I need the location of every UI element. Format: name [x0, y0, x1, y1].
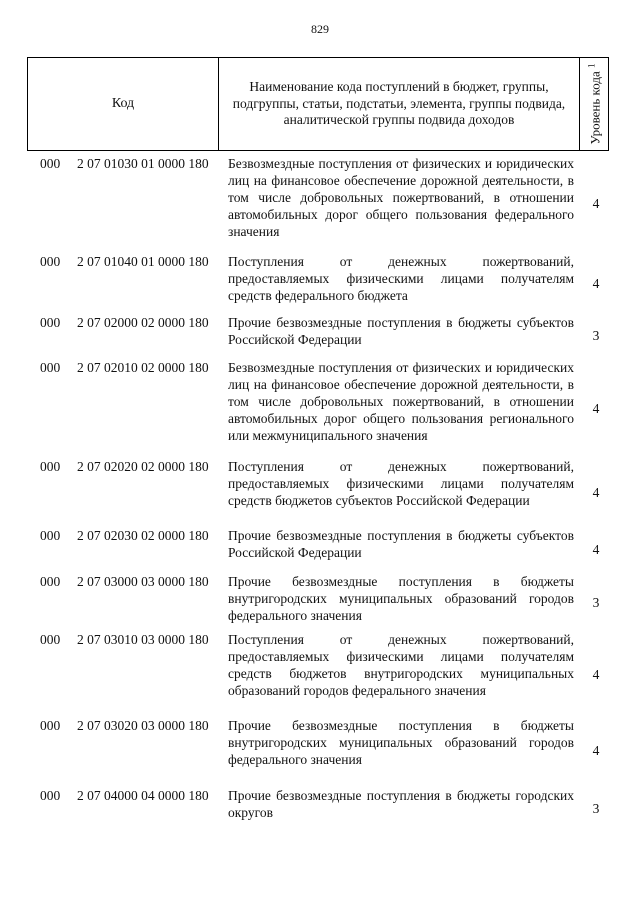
row-level: 4: [592, 276, 600, 291]
row-level: 4: [592, 667, 600, 682]
row-code: 2 07 03020 03 0000 180: [77, 718, 209, 733]
row-code: 2 07 01040 01 0000 180: [77, 254, 209, 269]
row-prefix: 000: [40, 254, 61, 269]
row-code: 2 07 02030 02 0000 180: [77, 528, 209, 543]
row-name: Поступления от денежных пожертвований, предоставляемых физическими лицами получателям средств бюджетов субъектов Российской Федерации: [228, 459, 574, 508]
row-name: Прочие безвозмездные поступления в бюджеты внутригородских муниципальных образований городов федерального значения: [228, 574, 574, 623]
row-prefix: 000: [40, 718, 61, 733]
row-name: Прочие безвозмездные поступления в бюджеты городских округов: [228, 788, 574, 820]
row-level: 4: [592, 542, 600, 557]
row-prefix: 000: [40, 156, 61, 171]
row-level: 4: [592, 196, 600, 211]
row-code: 2 07 03010 03 0000 180: [77, 632, 209, 647]
header-code: Код: [28, 58, 219, 150]
row-level: 3: [592, 595, 600, 610]
row-name: Прочие безвозмездные поступления в бюджеты субъектов Российской Федерации: [228, 315, 574, 347]
row-level: 4: [592, 401, 600, 416]
row-code: 2 07 02020 02 0000 180: [77, 459, 209, 474]
row-prefix: 000: [40, 788, 61, 803]
row-name: Прочие безвозмездные поступления в бюджеты внутригородских муниципальных образований городов федерального значения: [228, 718, 574, 767]
row-level: 3: [592, 328, 600, 343]
header-level-label: Уровень кода: [587, 71, 603, 145]
row-code: 2 07 02000 02 0000 180: [77, 315, 209, 330]
row-name: Безвозмездные поступления от физических и юридических лиц на финансовое обеспечение дорожной деятельности, в том числе добровольных пожертвований, в отношении автомобильных дорог общего пользования регионального или межмуниципального значения: [228, 360, 574, 443]
header-name: Наименование кода поступлений в бюджет, группы, подгруппы, статьи, подстатьи, элемента, группы подвида, аналитической группы подвида доходов: [219, 58, 580, 150]
row-prefix: 000: [40, 574, 61, 589]
row-code: 2 07 01030 01 0000 180: [77, 156, 209, 171]
row-level: 4: [592, 743, 600, 758]
row-prefix: 000: [40, 528, 61, 543]
page-number: 829: [311, 22, 329, 36]
row-prefix: 000: [40, 315, 61, 330]
row-code: 2 07 03000 03 0000 180: [77, 574, 209, 589]
row-level: 4: [592, 485, 600, 500]
row-prefix: 000: [40, 459, 61, 474]
row-code: 2 07 02010 02 0000 180: [77, 360, 209, 375]
row-level: 3: [592, 801, 600, 816]
row-name: Поступления от денежных пожертвований, предоставляемых физическими лицами получателям средств федерального бюджета: [228, 254, 574, 303]
row-prefix: 000: [40, 632, 61, 647]
header-level-footnote: 1: [585, 63, 596, 69]
row-prefix: 000: [40, 360, 61, 375]
row-name: Прочие безвозмездные поступления в бюджеты субъектов Российской Федерации: [228, 528, 574, 560]
row-name: Безвозмездные поступления от физических и юридических лиц на финансовое обеспечение дорожной деятельности, в том числе добровольных пожертвований, в отношении автомобильных дорог общего пользования федерального значения: [228, 156, 574, 239]
row-code: 2 07 04000 04 0000 180: [77, 788, 209, 803]
row-name: Поступления от денежных пожертвований, предоставляемых физическими лицами получателям средств бюджетов внутригородских муниципальных образований городов федерального значения: [228, 632, 574, 698]
